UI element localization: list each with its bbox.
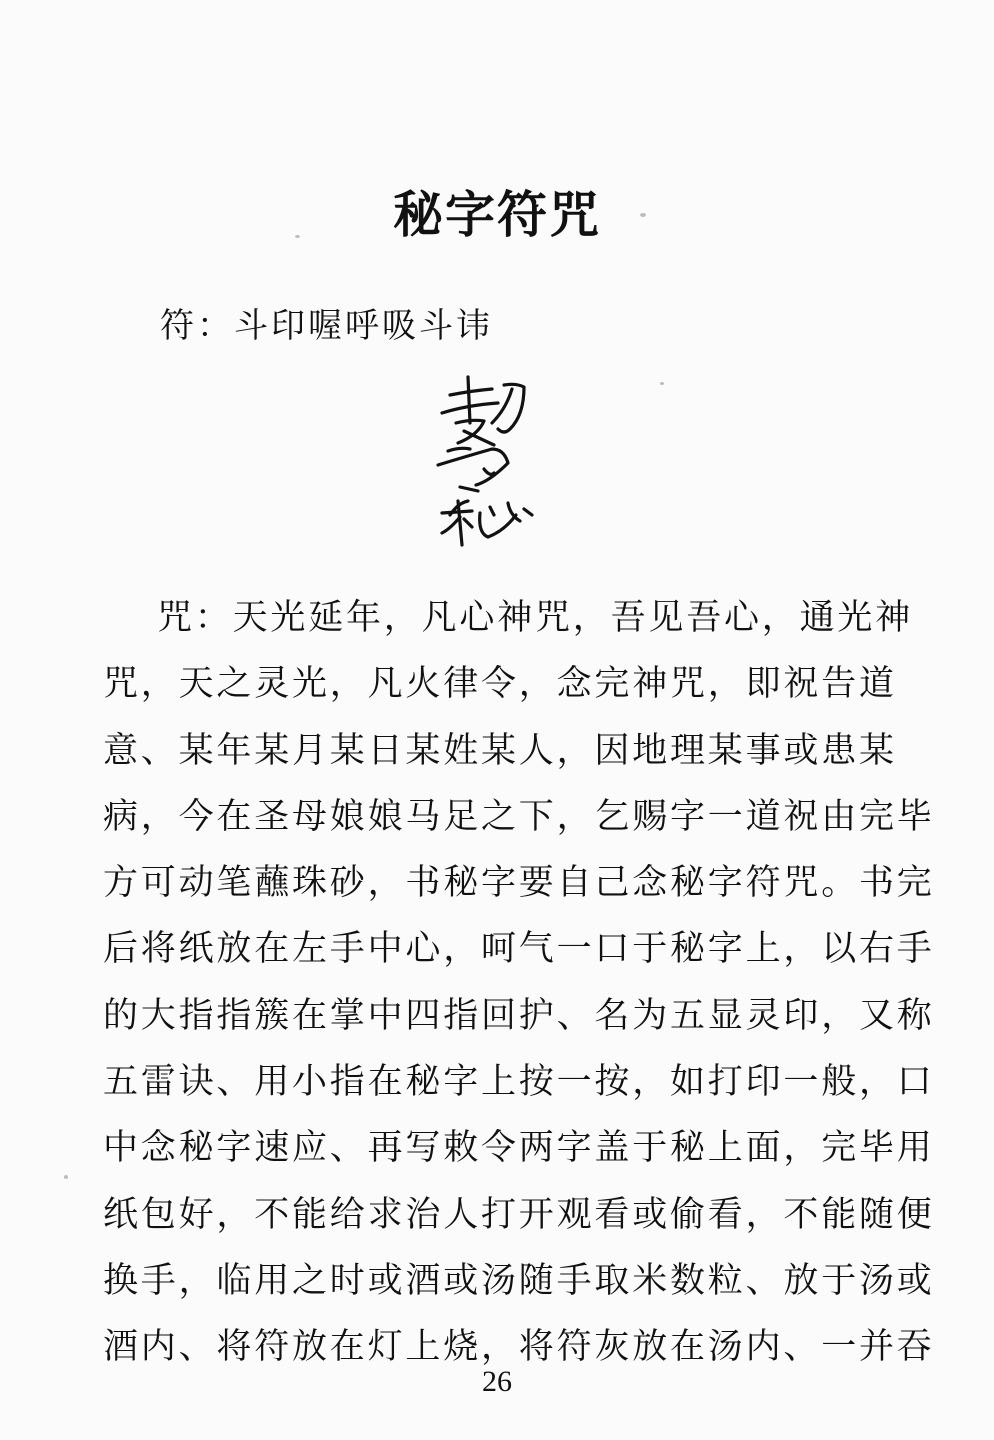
- page-number: 26: [482, 1365, 512, 1398]
- body-line: 中念秘字速应、再写敕令两字盖于秘上面，完毕用: [103, 1128, 935, 1169]
- body-line: 后将纸放在左手中心，呵气一口于秘字上，以右手: [103, 929, 935, 970]
- page-title: 秘字符咒: [393, 186, 601, 244]
- handwritten-talisman: [420, 365, 560, 565]
- incantation-body: [103, 585, 935, 1381]
- body-line: 方可动笔蘸珠砂，书秘字要自己念秘字符咒。书完: [103, 863, 935, 904]
- body-line: 纸包好，不能给求治人打开观看或偷看，不能随便: [103, 1194, 935, 1235]
- talisman-label-line: 符：斗印喔呼吸斗讳: [160, 306, 493, 346]
- body-line: 病，今在圣母娘娘马足之下，乞赐字一道祝由完毕: [103, 796, 935, 837]
- scan-speck: [660, 382, 664, 385]
- body-line: 咒，天之灵光，凡火律令，念完神咒，即祝告道: [103, 664, 897, 705]
- body-line: 换手，临用之时或酒或汤随手取米数粒、放于汤或: [103, 1260, 935, 1301]
- body-line: 意、某年某月某日某姓某人，因地理某事或患某: [103, 730, 897, 771]
- body-line: 咒：天光延年，凡心神咒，吾见吾心，通光神: [157, 598, 914, 638]
- body-line: 的大指指簇在掌中四指回护、名为五显灵印，又称: [103, 995, 935, 1036]
- body-line: 酒内、将符放在灯上烧，将符灰放在汤内、一并吞: [103, 1327, 935, 1368]
- body-line: 五雷诀、用小指在秘字上按一按，如打印一般，口: [103, 1062, 935, 1103]
- scan-speck: [64, 1175, 68, 1179]
